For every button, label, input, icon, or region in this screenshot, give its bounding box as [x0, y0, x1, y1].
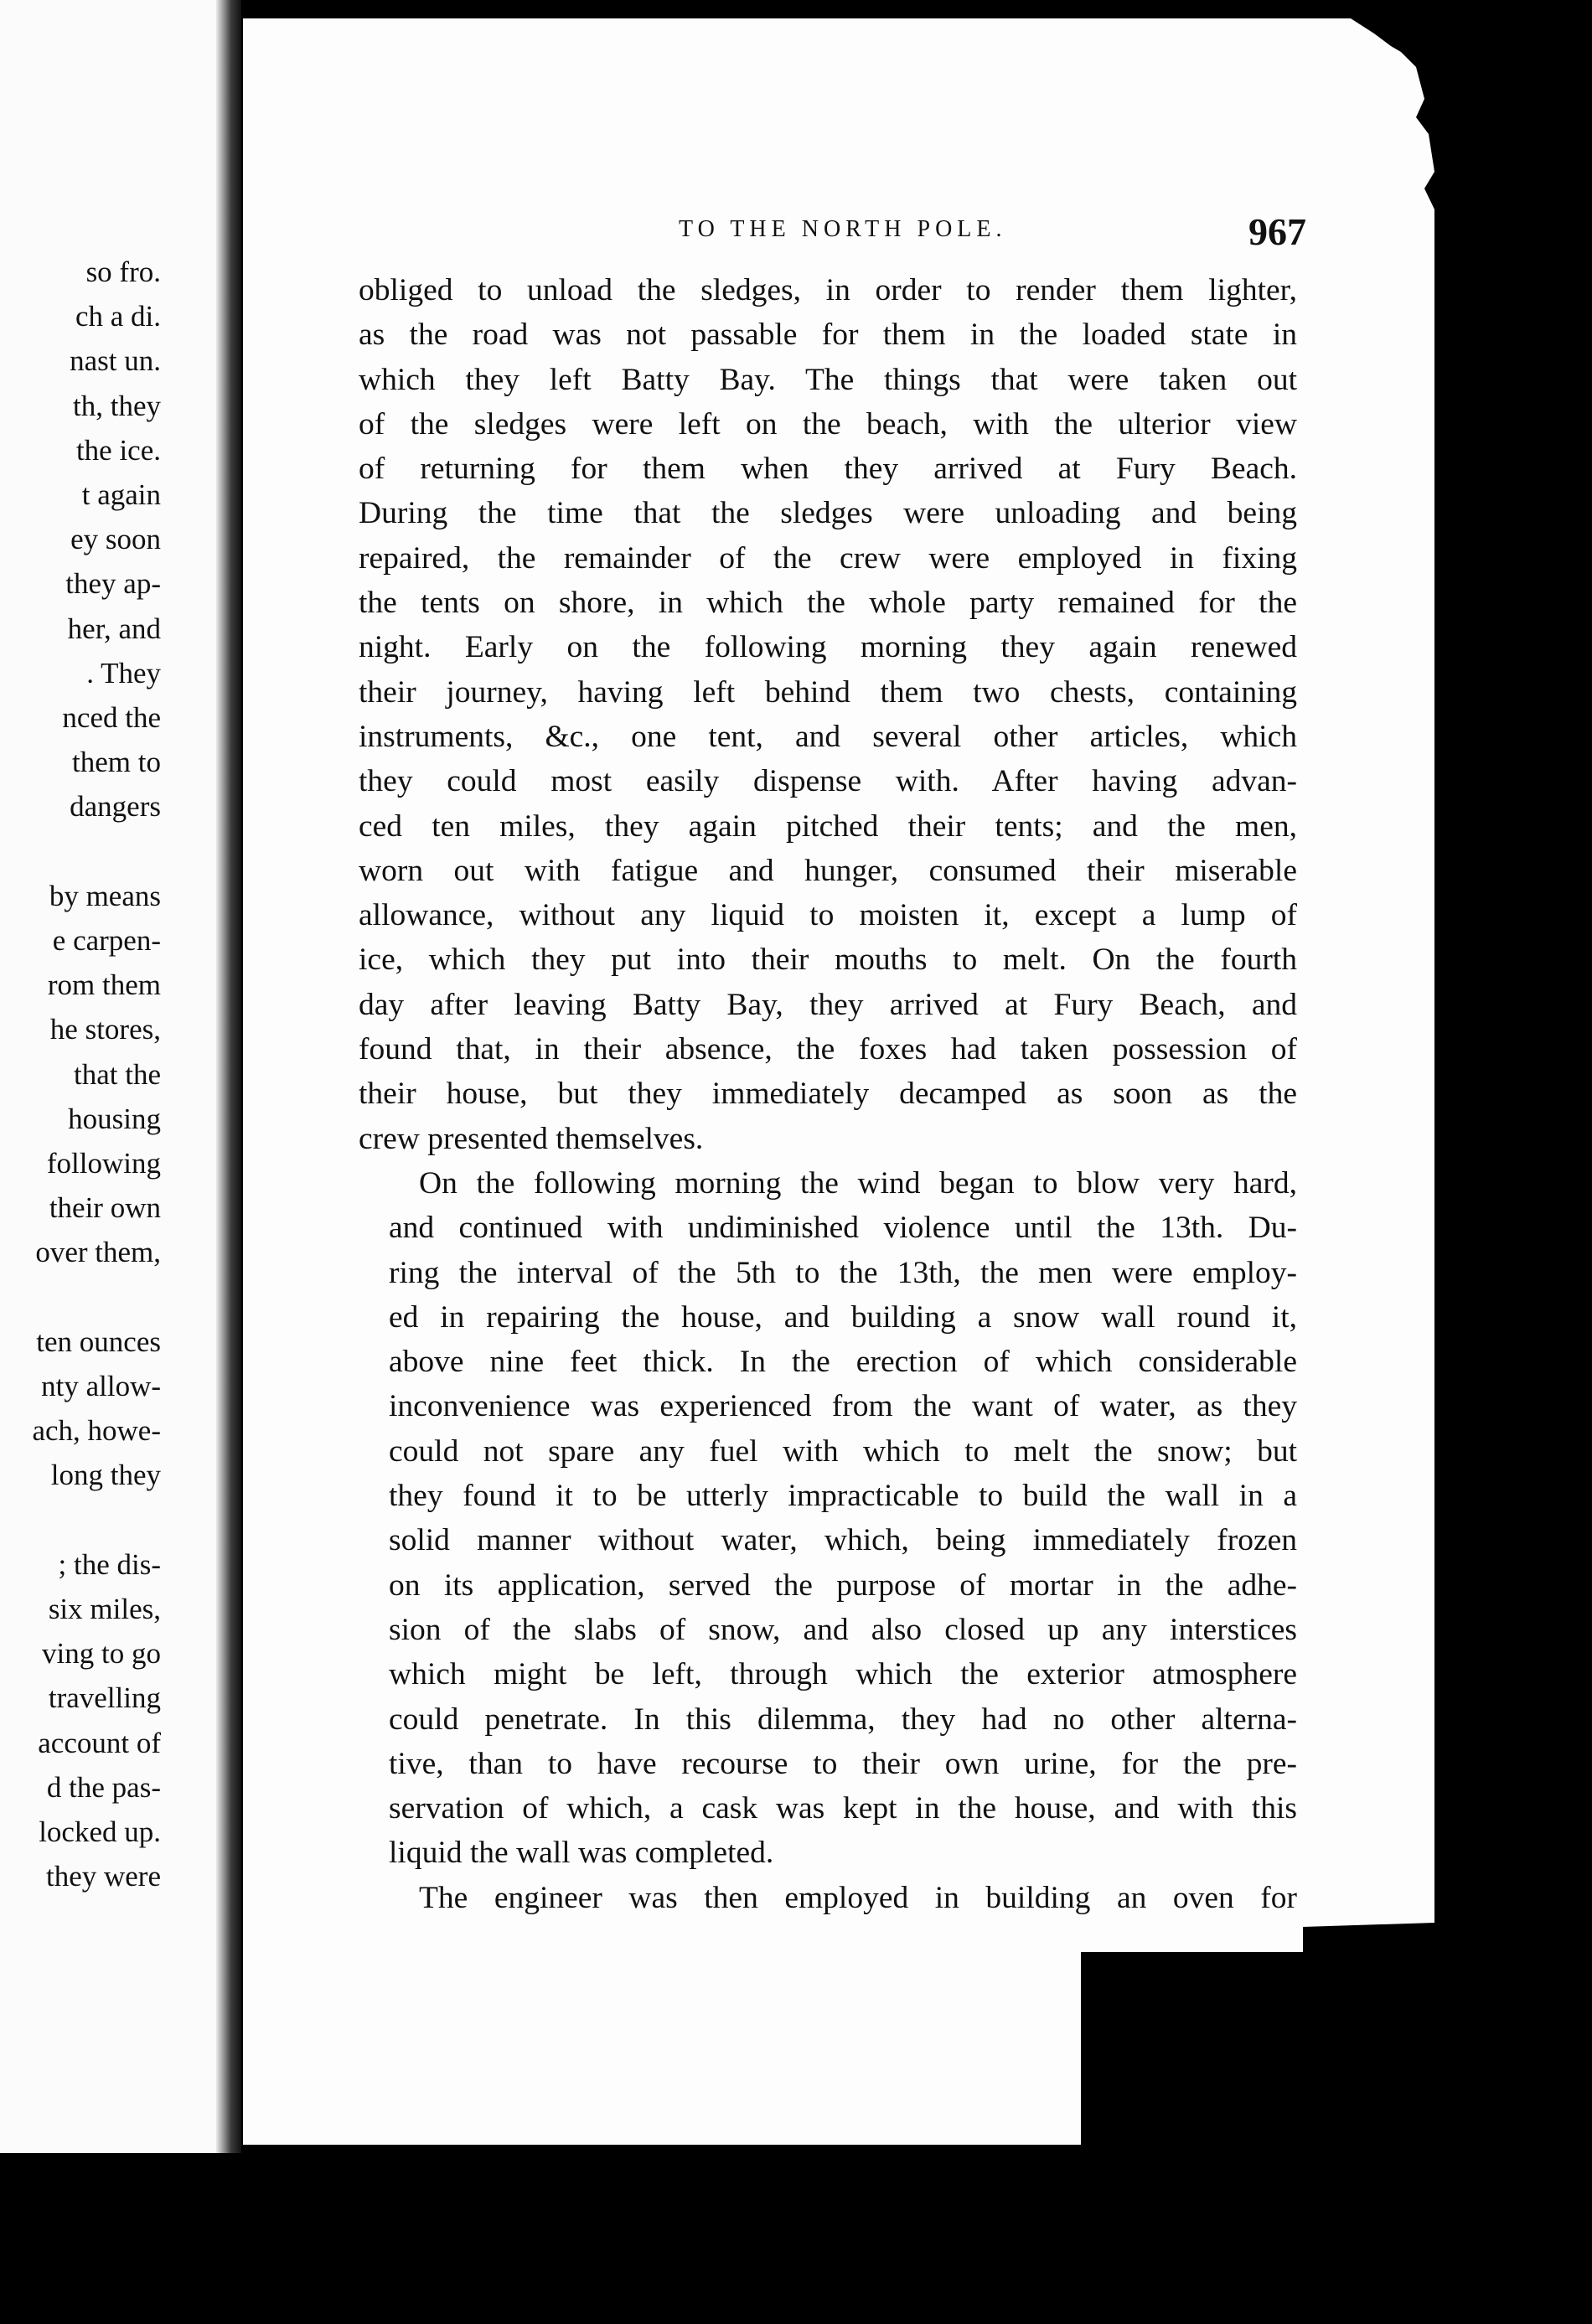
body-text — [359, 268, 1297, 1920]
left-page-line: he stores, — [49, 1013, 161, 1046]
left-page-line: nast un. — [70, 344, 161, 378]
text-line: they could most easily dispense with. After having advan- — [359, 764, 1297, 799]
text-line: which they left Batty Bay. The things that were taken out — [359, 362, 1297, 397]
left-page-line: account of — [38, 1726, 161, 1759]
text-line: the tents on shore, in which the whole party remained for the — [359, 586, 1297, 621]
left-page-line: housing — [68, 1102, 161, 1135]
text-line: and continued with undiminished violence until the 13th. Du- — [389, 1211, 1297, 1246]
left-page-line: the ice. — [75, 433, 161, 467]
text-line: ed in repairing the house, and building a snow wall round it, — [389, 1299, 1297, 1335]
text-line: their journey, having left behind them two chests, containing — [359, 674, 1297, 710]
left-page-line: travelling — [48, 1681, 161, 1715]
left-page-line: dangers — [70, 790, 161, 824]
page-edge-shadow — [1081, 1952, 1303, 2145]
paragraph — [359, 268, 1297, 1161]
left-page-line: . They — [86, 656, 161, 689]
text-line: found that, in their absence, the foxes had taken possession of — [359, 1032, 1297, 1067]
text-line: ring the interval of the 5th to the 13th, the men were employ- — [389, 1255, 1297, 1290]
left-page-line: ach, howe- — [32, 1414, 161, 1448]
text-line: obliged to unload the sledges, in order to render them lighter, — [359, 273, 1297, 307]
left-page-line: ey soon — [70, 523, 161, 556]
left-page-line: nced the — [62, 701, 161, 734]
text-line: day after leaving Batty Bay, they arrived at Fury Beach, and — [359, 987, 1297, 1022]
running-head: TO THE NORTH POLE. — [679, 216, 1007, 242]
text-line: The engineer was then employed in building an oven for — [419, 1880, 1297, 1915]
text-line: above nine feet thick. In the erection of which considerable — [389, 1345, 1297, 1380]
text-line: which might be left, through which the exterior atmosphere — [389, 1657, 1297, 1692]
left-page-line: ten ounces — [36, 1325, 161, 1358]
text-line: instruments, &c., one tent, and several other articles, which — [359, 719, 1297, 754]
text-line: crew presented themselves. — [359, 1121, 704, 1156]
left-page-line: them to — [72, 746, 161, 779]
left-page-line: following — [46, 1147, 161, 1180]
text-line: During the time that the sledges were unloading and being — [359, 496, 1297, 531]
text-line: solid manner without water, which, being immediately frozen — [389, 1523, 1297, 1558]
text-line: on its application, served the purpose of mortar in the adhe- — [389, 1567, 1297, 1603]
text-line: inconvenience was experienced from the want of water, as they — [389, 1389, 1297, 1424]
left-page-line: over them, — [35, 1236, 161, 1269]
text-line: could penetrate. In this dilemma, they had no other alterna- — [389, 1702, 1297, 1737]
text-line: ice, which they put into their mouths to melt. On the fourth — [359, 943, 1297, 978]
left-page-line: locked up. — [39, 1815, 161, 1848]
text-line: of the sledges were left on the beach, with the ulterior view — [359, 406, 1297, 442]
paragraph — [359, 1876, 1297, 1920]
text-line: they found it to be utterly impracticable to build the wall in a — [389, 1479, 1297, 1514]
text-line: ced ten miles, they again pitched their tents; and the men, — [359, 808, 1297, 844]
left-page-line: ; the dis- — [58, 1547, 161, 1581]
left-page-line: six miles, — [48, 1593, 161, 1625]
page-number: 967 — [1248, 210, 1306, 253]
left-page-line: so fro. — [85, 256, 161, 288]
left-page-line: t again — [81, 478, 161, 511]
left-page-line: they were — [45, 1860, 161, 1893]
text-line: liquid the wall was completed. — [389, 1836, 774, 1871]
left-page-line: they ap- — [65, 567, 161, 601]
text-line: servation of which, a cask was kept in the house, and with this — [389, 1791, 1297, 1826]
left-page-line: d the pas- — [46, 1770, 161, 1804]
text-line: night. Early on the following morning they again renewed — [359, 630, 1297, 665]
text-line: On the following morning the wind began to blow very hard, — [419, 1165, 1297, 1201]
left-page-line: rom them — [47, 968, 161, 1002]
left-page-line: that the — [74, 1057, 161, 1091]
text-line: of returning for them when they arrived at Fury Beach. — [359, 452, 1297, 487]
paragraph — [359, 1161, 1297, 1876]
text-line: could not spare any fuel with which to melt the snow; but — [389, 1433, 1297, 1469]
text-line: worn out with fatigue and hunger, consumed their miserable — [359, 853, 1297, 888]
left-page-line: nty allow- — [41, 1370, 161, 1402]
text-line: tive, than to have recourse to their own urine, for the pre- — [389, 1746, 1297, 1781]
left-page-line: ving to go — [42, 1637, 161, 1671]
left-page-line: e carpen- — [52, 924, 161, 957]
text-line: as the road was not passable for them in the loaded state in — [359, 318, 1297, 353]
text-line: repaired, the remainder of the crew were employed in fixing — [359, 540, 1297, 576]
left-page-line: her, and — [67, 612, 161, 645]
text-line: allowance, without any liquid to moisten it, except a lump of — [359, 898, 1297, 933]
text-line: sion of the slabs of snow, and also closed up any interstices — [389, 1612, 1297, 1647]
left-page-line: their own — [49, 1191, 161, 1225]
left-page-line: by means — [49, 879, 161, 912]
left-page-line: th, they — [73, 389, 161, 422]
left-page-line: ch a di. — [75, 300, 161, 333]
left-page-line: long they — [50, 1459, 161, 1492]
text-line: their house, but they immediately decamped as soon as the — [359, 1077, 1297, 1112]
